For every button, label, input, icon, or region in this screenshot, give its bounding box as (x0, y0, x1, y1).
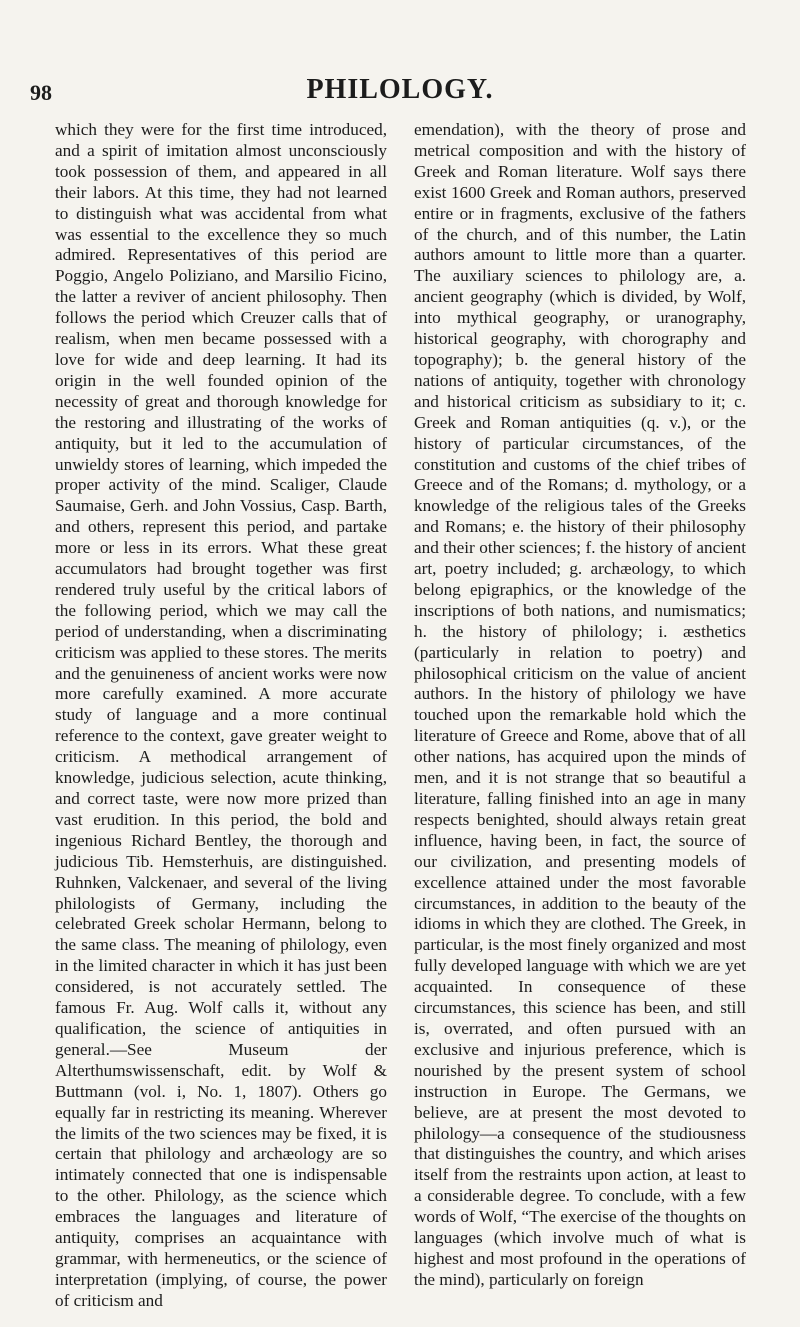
running-title: PHILOLOGY. (306, 74, 494, 105)
left-column-text: which they were for the first time introduced, and a spirit of imitation almost unconsciously took possession of them, and appeared in all their labors. At this time, they had not learned to distinguish what was accidental from what was essential to the excellence they so much admired. Representatives of this period are Poggio, Angelo Poliziano, and Marsilio Ficino, the latter a reviver of ancient philosophy. Then follows the period which Creuzer calls that of realism, when men became possessed with a love for wide and deep learning. It had its origin in the well founded opinion of the necessity of great and thorough knowledge for the restoring and illustrating of the works of antiquity, but it led to the accumulation of unwieldy stores of learning, which impeded the proper activity of the mind. Scaliger, Claude Saumaise, Gerh. and John Vossius, Casp. Barth, and others, represent this period, and partake more or less in its errors. What these great accumulators had brought together was first rendered truly useful by the critical labors of the following period, which we may call the period of understanding, when a discriminating criticism was applied to these stores. The merits and the genuineness of ancient works were now more carefully examined. A more accurate study of language and a more continual reference to the context, gave greater weight to criticism. A methodical arrangement of knowledge, judicious selection, acute thinking, and correct taste, were now more prized than vast erudition. In this period, the bold and ingenious Richard Bentley, the thorough and judicious Tib. Hemsterhuis, are distinguished. Ruhnken, Valckenaer, and several of the living philologists of Germany, including the celebrated Greek scholar Hermann, belong to the same class. The meaning of philology, even in the limited character in which it has just been considered, is not accurately settled. The famous Fr. Aug. Wolf calls it, without any qualification, the science of antiquities in general.—See Museum der Alterthumswissenschaft, edit. by Wolf & Buttmann (vol. i, No. 1, 1807). Others go equally far in restricting its meaning. Wherever the limits of the two sciences may be fixed, it is certain that philology and archæology are so intimately connected that one is indispensable to the other. Philology, as the science which embraces the languages and literature of antiquity, comprises an acquaintance with grammar, with hermeneutics, or the science of interpretation (implying, of course, the power of criticism and (55, 120, 387, 1310)
page-number: 98 (30, 80, 52, 105)
right-column-text: emendation), with the theory of prose and metrical composition and with the history of Greek and Roman literature. Wolf says there exist 1600 Greek and Roman authors, preserved entire or in fragments, exclusive of the fathers of the church, and of this number, the Latin authors amount to little more than a quarter. The auxiliary sciences to philology are, a. ancient geography (which is divided, by Wolf, into mythical geography, or uranography, historical geography, with chorography and topography); b. the general history of the nations of antiquity, together with chronology and historical criticism as subsidiary to it; c. Greek and Roman antiquities (q. v.), or the history of particular circumstances, of the constitution and customs of the chief tribes of Greece and of the Romans; d. mythology, or a knowledge of the religious tales of the Greeks and Romans; e. the history of their philosophy and their other sciences; f. the history of ancient art, poetry included; g. archæology, to which belong epigraphics, or the knowledge of the inscriptions of both nations, and numismatics; h. the history of philology; i. æsthetics (particularly in relation to poetry) and philosophical criticism on the value of ancient authors. In the history of philology we have touched upon the remarkable hold which the literature of Greece and Rome, above that of all other nations, has acquired upon the minds of men, and it is not strange that so beautiful a literature, falling finished into an age in many respects benighted, should always retain great influence, having been, in fact, the source of our civilization, and presenting models of excellence attained under the most favorable circumstances, in addition to the beauty of the idioms in which they are clothed. The Greek, in particular, is the most finely organized and most fully developed language with which we are yet acquainted. In consequence of these circumstances, this science has been, and still is, overrated, and often pursued with an exclusive and injurious preference, which is nourished by the present system of school instruction in Europe. The Germans, we believe, are at present the most devoted to philology—a consequence of the studiousness that distinguishes the country, and which arises itself from the restraints upon action, at least to a considerable degree. To conclude, with a few words of Wolf, “The exercise of the thoughts on languages (which involve much of what is highest and most profound in the operations of the mind), particularly on foreign (414, 120, 746, 1289)
right-column (414, 120, 746, 1289)
left-column (55, 120, 387, 1310)
